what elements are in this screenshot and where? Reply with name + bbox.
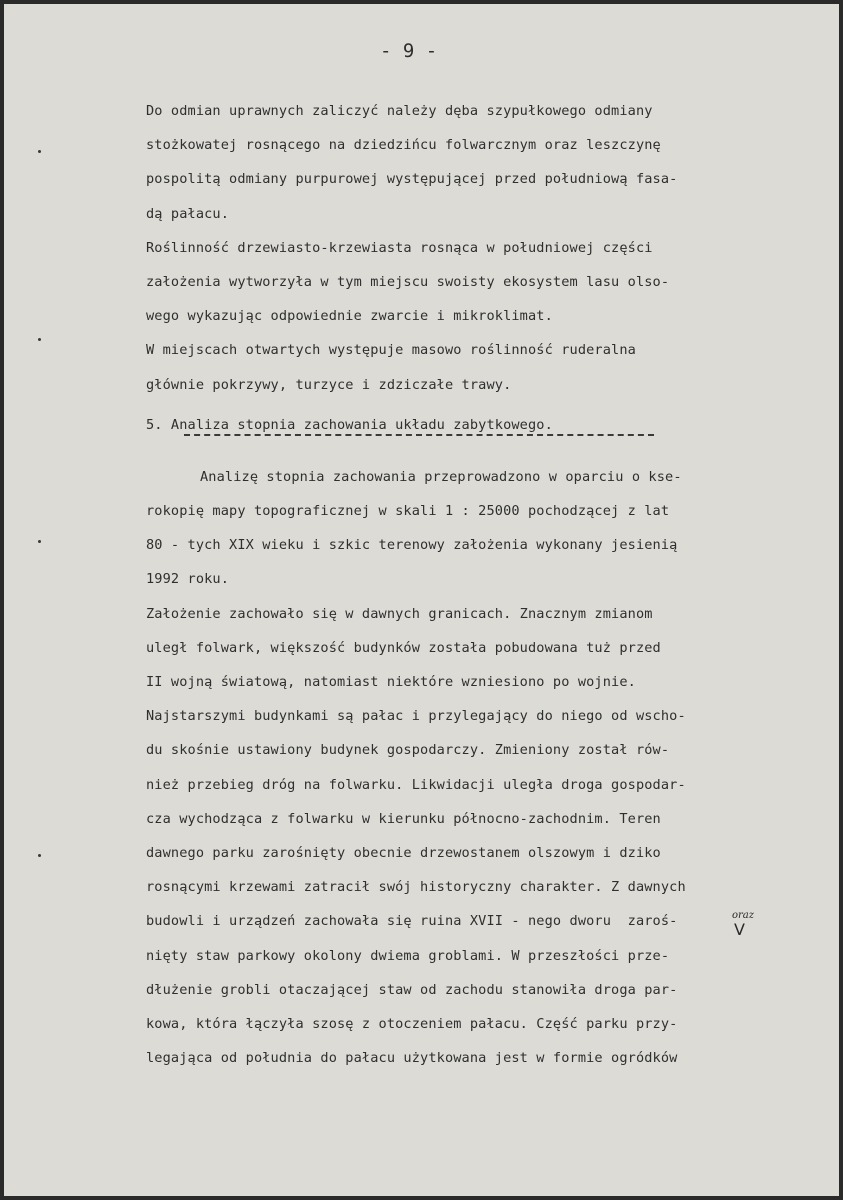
margin-dot <box>38 338 41 341</box>
text-line: stożkowatej rosnącego na dziedzińcu folwarcznym oraz leszczynę <box>146 137 661 154</box>
text-line: W miejscach otwartych występuje masowo roślinność ruderalna <box>146 342 636 359</box>
handwritten-insert: oraz <box>732 910 755 921</box>
caret-mark: V <box>734 920 745 939</box>
text-line: nięty staw parkowy okolony dwiema groblami. W przeszłości prze- <box>146 947 670 964</box>
margin-dot <box>38 540 41 543</box>
text-line: Do odmian uprawnych zaliczyć należy dęba szypułkowego odmiany <box>146 103 653 119</box>
text-line: Roślinność drzewiasto-krzewiasta rosnąca w południowej części <box>146 239 653 256</box>
text-line: wego wykazując odpowiednie zwarcie i mikroklimat. <box>146 308 553 325</box>
text-line: dłużenie grobli otaczającej staw od zachodu stanowiła droga par- <box>146 981 678 998</box>
text-line: uległ folwark, większość budynków została pobudowana tuż przed <box>146 639 661 656</box>
text-line: 80 - tych XIX wieku i szkic terenowy założenia wykonany jesienią <box>146 537 678 554</box>
text-line: 1992 roku. <box>146 571 230 588</box>
text-line: legająca od południa do pałacu użytkowana jest w formie ogródków <box>146 1050 678 1067</box>
heading-underline <box>184 434 654 436</box>
text-line: pospolitą odmiany purpurowej występującej przed południową fasa- <box>146 171 678 188</box>
text-line: nież przebieg dróg na folwarku. Likwidacji uległa droga gospodar- <box>146 776 686 793</box>
text-line: Założenie zachowało się w dawnych granicach. Znacznym zmianom <box>146 605 653 622</box>
text-line: założenia wytworzyła w tym miejscu swoisty ekosystem lasu olso- <box>146 273 670 290</box>
margin-dot <box>38 150 41 153</box>
text-line: cza wychodząca z folwarku w kierunku północno-zachodnim. Teren <box>146 810 661 827</box>
margin-dot <box>38 854 41 857</box>
text-line: głównie pokrzywy, turzyce i zdziczałe trawy. <box>146 376 512 393</box>
text-line: du skośnie ustawiony budynek gospodarczy. Zmieniony został rów- <box>146 742 670 759</box>
page-number: - 9 - <box>380 40 438 62</box>
document-body <box>146 94 830 1075</box>
section-heading: 5. Analiza stopnia zachowania układu zabytkowego. <box>146 416 553 433</box>
text-line: II wojną światową, natomiast niektóre wzniesiono po wojnie. <box>146 674 636 690</box>
text-line: rokopię mapy topograficznej w skali 1 : 25000 pochodzącej z lat <box>146 503 670 520</box>
text-line: Najstarszymi budynkami są pałac i przylegający do niego od wscho- <box>146 708 686 725</box>
section-heading-block <box>146 408 830 442</box>
text-line: kowa, która łączyła szosę z otoczeniem pałacu. Część parku przy- <box>146 1015 678 1032</box>
document-page <box>4 4 839 1196</box>
text-line: rosnącymi krzewami zatracił swój historyczny charakter. Z dawnych <box>146 879 686 896</box>
text-line: dawnego parku zarośnięty obecnie drzewostanem olszowym i dziko <box>146 844 661 861</box>
text-line: budowli i urządzeń zachowała się ruina XVII - nego dworu zaroś- <box>146 913 678 930</box>
text-line: dą pałacu. <box>146 205 230 222</box>
text-line: Analizę stopnia zachowania przeprowadzono w oparciu o kse- <box>200 468 682 485</box>
